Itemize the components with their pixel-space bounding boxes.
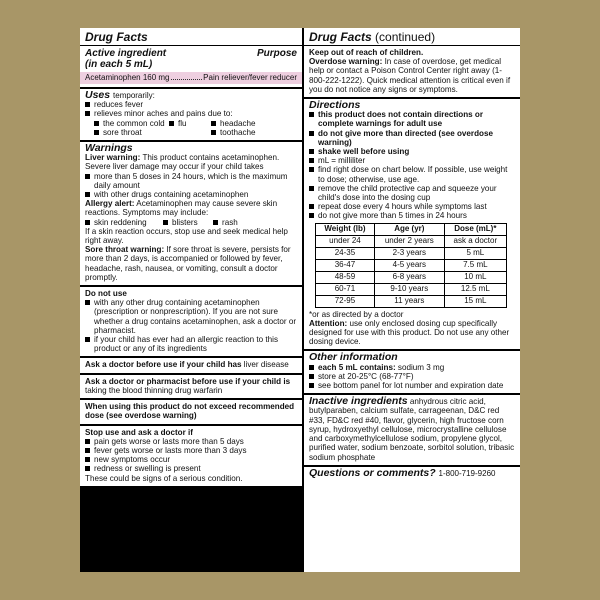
- purpose-heading: Purpose: [256, 48, 297, 59]
- uses-subitem: headache: [211, 119, 256, 128]
- dosing-table-cell: 4-5 years: [374, 259, 444, 271]
- dosing-table-cell: 11 years: [374, 295, 444, 307]
- dosing-table-header-cell: Age (yr): [374, 223, 444, 235]
- phone-number: 1-800-719-9260: [438, 468, 496, 478]
- inactive-ingredients-box: [304, 395, 520, 464]
- allergy-items-row: [85, 218, 297, 227]
- liver-warning-item: more than 5 doses in 24 hours, which is the maximum daily amount: [85, 172, 297, 190]
- uses-item: reduces fever: [85, 100, 297, 109]
- dosing-table-cell: under 24: [316, 235, 375, 247]
- active-ingredient-box: [80, 28, 302, 87]
- dosing-table-cell: under 2 years: [374, 235, 444, 247]
- uses-subitem: sore throat: [94, 128, 211, 137]
- dosing-table-header-cell: Dose (mL)*: [444, 223, 506, 235]
- other-information-item: store at 20-25°C (68-77°F): [309, 372, 515, 381]
- do-not-use-title: Do not use: [85, 289, 127, 299]
- active-ingredient-name: Acetaminophen 160 mg: [85, 73, 170, 82]
- dosing-table-cell: 6-8 years: [374, 271, 444, 283]
- dosing-table: [315, 223, 507, 308]
- directions-list: [309, 110, 515, 220]
- divider: [80, 356, 302, 358]
- dosing-table-row: [316, 295, 507, 307]
- do-not-use-item: if your child has ever had an allergic reaction to this product or any of its ingredients: [85, 335, 297, 353]
- active-ingredient-header: [85, 48, 297, 59]
- dosing-table-cell: ask a doctor: [444, 235, 506, 247]
- keep-out-box: [304, 28, 520, 97]
- uses-subitems-row: [85, 119, 297, 128]
- dosing-table-cell: 15 mL: [444, 295, 506, 307]
- questions-line: Questions or comments? 1-800-719-9260: [309, 466, 496, 479]
- stop-use-after: These could be signs of a serious condition.: [85, 473, 243, 483]
- dosing-table-cell: 12.5 mL: [444, 283, 506, 295]
- active-ingredient-row: [80, 72, 302, 84]
- uses-box: [80, 89, 302, 140]
- dosing-table-row: [316, 259, 507, 271]
- dosing-table-cell: 2-3 years: [374, 247, 444, 259]
- left-column: [80, 28, 302, 572]
- dosing-table-cell: 60-71: [316, 283, 375, 295]
- stop-use-title: Stop use and ask a doctor if: [85, 427, 193, 437]
- divider: [80, 285, 302, 287]
- do-not-use-item: with any other drug containing acetaminophen (prescription or nonprescription). If you are not sure whether a drug contains acetaminophen, ask a doctor or pharmacist.: [85, 298, 297, 335]
- directions-item: do not give more than 5 times in 24 hours: [309, 211, 515, 220]
- allergy-item: skin reddening: [85, 218, 163, 227]
- directions-item: do not give more than directed (see overdose warning): [309, 129, 515, 147]
- dosing-table-cell: 24-35: [316, 247, 375, 259]
- divider: [80, 424, 302, 426]
- stop-use-item: fever gets worse or lasts more than 3 days: [85, 446, 297, 455]
- warnings-box: [80, 142, 302, 486]
- dosing-table-header: [316, 223, 507, 235]
- questions-box: [304, 467, 520, 572]
- drug-facts-continued-title: Drug Facts (continued): [304, 30, 520, 46]
- stop-use-item: new symptoms occur: [85, 455, 297, 464]
- uses-subitems-row: [85, 128, 297, 137]
- uses-subitem: flu: [169, 119, 211, 128]
- continue-arrow-icon: [286, 558, 292, 566]
- dosing-table-header-cell: Weight (lb): [316, 223, 375, 235]
- allergy-item: blisters: [163, 218, 213, 227]
- directions-item: repeat dose every 4 hours while symptoms last: [309, 202, 515, 211]
- dot-leader: [171, 73, 203, 80]
- directions-item: mL = milliliter: [309, 156, 515, 165]
- attention-note: Attention: use only enclosed dosing cup specifically designed for use with this product. Do not use any other dosing device.: [309, 318, 510, 347]
- active-ingredient-purpose: Pain reliever/fever reducer: [203, 73, 297, 82]
- dosing-table-cell: 10 mL: [444, 271, 506, 283]
- dosing-table-row: [316, 283, 507, 295]
- inactive-ingredients: Inactive ingredients anhydrous citric acid, butylparaben, calcium sulfate, carrageenan, D&C red #33, FD&C red #40, flavor, glycerin, high fructose corn syrup, hydroxyethyl cellulose, microcrystalline cellulose and carboxymethylcellulose sodium, propylene glycol, purified water, sodium benzoate, sorbitol solution, tribasic sodium phosphate: [309, 395, 515, 462]
- liver-warning-item: with other drugs containing acetaminophen: [85, 190, 297, 199]
- allergy-alert: Allergy alert: Acetaminophen may cause severe skin reactions. Symptoms may include:: [85, 199, 278, 218]
- warnings-title: Warnings: [85, 142, 133, 155]
- stop-use-item: pain gets worse or lasts more than 5 days: [85, 437, 297, 446]
- dosing-table-row: [316, 235, 507, 247]
- drug-facts-title: Drug Facts: [80, 30, 302, 46]
- stop-use-item: redness or swelling is present: [85, 464, 297, 473]
- directions-item: find right dose on chart below. If possible, use weight to dose; otherwise, use age.: [309, 165, 515, 183]
- directions-item: this product does not contain directions or complete warnings for adult use: [309, 110, 515, 128]
- when-using: When using this product do not exceed recommended dose (see overdose warning): [85, 402, 295, 421]
- right-column: [304, 28, 520, 572]
- uses-item: relieves minor aches and pains due to:: [85, 109, 297, 118]
- dosing-table-cell: 7.5 mL: [444, 259, 506, 271]
- other-information-item: each 5 mL contains: sodium 3 mg: [309, 363, 515, 372]
- liver-warning: Liver warning: This product contains acetaminophen. Severe liver damage may occur if your child takes: [85, 153, 280, 172]
- dosing-table-cell: 72-95: [316, 295, 375, 307]
- dosing-table-cell: 48-59: [316, 271, 375, 283]
- other-information-box: [304, 351, 520, 393]
- dosing-table-row: [316, 247, 507, 259]
- uses-subtitle: temporarily:: [113, 91, 155, 100]
- other-information-item: see bottom panel for lot number and expiration date: [309, 381, 515, 390]
- allergy-item: rash: [213, 218, 238, 227]
- divider: [80, 398, 302, 400]
- sore-throat-warning: Sore throat warning: If sore throat is severe, persists for more than 2 days, is accompanied or followed by fever, headache, rash, nausea, or vomiting, consult a doctor promptly.: [85, 245, 291, 282]
- dosing-table-cell: 9-10 years: [374, 283, 444, 295]
- dosing-table-row: [316, 271, 507, 283]
- other-information-list: [309, 363, 515, 391]
- table-note: *or as directed by a doctor: [309, 309, 404, 319]
- ask-pharmacist: Ask a doctor or pharmacist before use if your child is taking the blood thinning drug warfarin: [85, 376, 291, 395]
- dosing-table-cell: 36-47: [316, 259, 375, 271]
- uses-title: Uses temporarily:: [85, 89, 155, 101]
- ask-doctor: Ask a doctor before use if your child has liver disease: [85, 360, 289, 370]
- directions-item: shake well before using: [309, 147, 515, 156]
- divider: [80, 373, 302, 375]
- uses-subitem: toothache: [211, 128, 256, 137]
- active-ingredient-heading: Active ingredient: [85, 48, 167, 59]
- directions-item: remove the child protective cap and squeeze your child's dose into the dosing cup: [309, 184, 515, 202]
- other-information-title: Other information: [309, 351, 398, 364]
- directions-box: [304, 99, 520, 349]
- drug-facts-label: [80, 28, 520, 572]
- dosing-table-cell: 5 mL: [444, 247, 506, 259]
- overdose-warning: Overdose warning: In case of overdose, get medical help or contact a Poison Control Center right away (1-800-222-1222). Quick medical attention is critical even if you do not notice any signs or symptoms.: [309, 57, 511, 94]
- active-ingredient-unit: (in each 5 mL): [85, 59, 153, 70]
- uses-subitem: the common cold: [94, 119, 169, 128]
- directions-title: Directions: [309, 99, 361, 112]
- keep-out-of-reach: Keep out of reach of children.: [309, 48, 424, 57]
- allergy-after: If a skin reaction occurs, stop use and seek medical help right away.: [85, 226, 288, 246]
